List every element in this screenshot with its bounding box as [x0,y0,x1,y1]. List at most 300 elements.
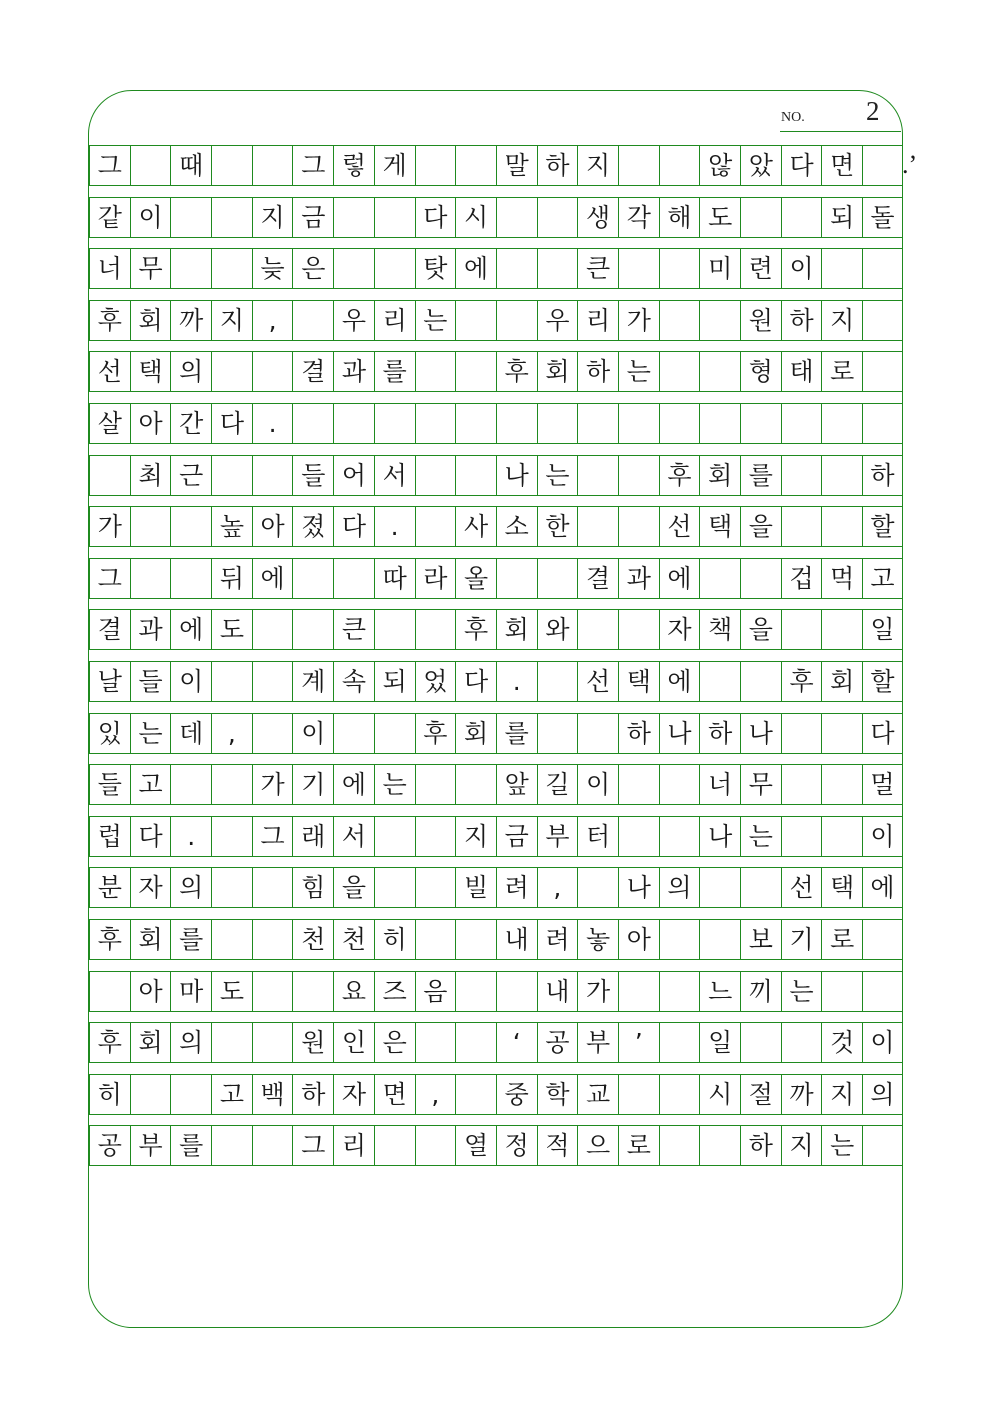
grid-cell [415,146,456,185]
grid-cell: 면 [374,1075,415,1114]
grid-cell [618,507,659,546]
grid-cell [211,456,252,495]
grid-row [89,919,903,960]
grid-cell [496,301,537,340]
grid-cell: 따 [374,559,415,598]
margin-punctuation: .’ [902,150,918,179]
grid-cell: 선 [577,662,618,701]
grid-cell: 올 [455,559,496,598]
grid-cell: 금 [496,817,537,856]
grid-cell: 에 [252,559,293,598]
grid-cell: 는 [374,765,415,804]
grid-cell: 끼 [740,972,781,1011]
grid-cell [862,404,903,443]
page-number-underline [780,131,901,132]
grid-cell [618,456,659,495]
grid-cell: 형 [740,352,781,391]
grid-cell: 높 [211,507,252,546]
grid-cell: 힘 [292,868,333,907]
grid-cell [496,972,537,1011]
grid-cell: 하 [618,714,659,753]
grid-cell: 과 [333,352,374,391]
grid-cell [455,920,496,959]
grid-cell: 천 [292,920,333,959]
page-number: 2 [866,96,880,126]
grid-cell: 를 [170,920,211,959]
grid-cell: 에 [455,249,496,288]
grid-cell: 에 [170,610,211,649]
grid-cell: 아 [130,972,171,1011]
grid-cell [496,559,537,598]
grid-cell [252,920,293,959]
grid-cell [374,1126,415,1165]
grid-cell: 들 [89,765,130,804]
grid-cell: 에 [333,765,374,804]
grid-cell: 회 [699,456,740,495]
grid-cell: 기 [781,920,822,959]
grid-row [89,403,903,444]
grid-cell: 회 [821,662,862,701]
grid-cell [781,817,822,856]
grid-cell [415,1126,456,1165]
grid-cell: 들 [130,662,171,701]
grid-cell [374,714,415,753]
grid-cell [537,559,578,598]
grid-cell [659,146,700,185]
grid-cell [292,404,333,443]
grid-cell [170,507,211,546]
grid-cell: 우 [537,301,578,340]
grid-row [89,764,903,805]
grid-cell [659,352,700,391]
grid-cell: 나 [496,456,537,495]
grid-cell: 큰 [577,249,618,288]
grid-cell [455,146,496,185]
grid-cell [821,610,862,649]
grid-cell [659,249,700,288]
grid-cell [740,404,781,443]
grid-cell [130,507,171,546]
grid-cell [577,456,618,495]
grid-cell: 기 [292,765,333,804]
grid-cell: 뒤 [211,559,252,598]
grid-cell: 를 [170,1126,211,1165]
grid-cell: 마 [170,972,211,1011]
grid-cell: 게 [374,146,415,185]
grid-cell: 로 [618,1126,659,1165]
grid-cell: 선 [89,352,130,391]
grid-cell: 후 [659,456,700,495]
grid-cell: 려 [537,920,578,959]
grid-cell: 가 [577,972,618,1011]
grid-cell: 정 [496,1126,537,1165]
grid-cell: 내 [537,972,578,1011]
grid-cell [211,146,252,185]
grid-cell: 지 [455,817,496,856]
grid-cell: 이 [862,817,903,856]
grid-cell: 를 [374,352,415,391]
grid-cell: 적 [537,1126,578,1165]
grid-cell [333,714,374,753]
grid-cell [415,765,456,804]
grid-cell: 는 [415,301,456,340]
grid-cell [699,662,740,701]
grid-cell [170,1075,211,1114]
grid-cell [699,559,740,598]
grid-cell: 를 [496,714,537,753]
grid-cell: 의 [170,352,211,391]
grid-cell: 고 [862,559,903,598]
grid-cell [252,1023,293,1062]
grid-cell [415,352,456,391]
grid-cell: 놓 [577,920,618,959]
grid-cell: 하 [781,301,822,340]
grid-cell: 요 [333,972,374,1011]
grid-cell [415,868,456,907]
grid-cell: 원 [740,301,781,340]
grid-cell: 학 [537,1075,578,1114]
grid-cell [577,507,618,546]
grid-cell [455,404,496,443]
grid-cell: 앞 [496,765,537,804]
grid-cell: 아 [252,507,293,546]
grid-cell [862,972,903,1011]
grid-cell: 다 [862,714,903,753]
grid-row [89,248,903,289]
grid-cell: 말 [496,146,537,185]
grid-cell: , [415,1075,456,1114]
grid-cell: ’ [618,1023,659,1062]
grid-cell: 럽 [89,817,130,856]
grid-cell [537,198,578,237]
grid-cell: 은 [374,1023,415,1062]
grid-cell: 돌 [862,198,903,237]
grid-cell: , [537,868,578,907]
grid-cell [252,714,293,753]
grid-cell [537,404,578,443]
grid-cell: 터 [577,817,618,856]
grid-cell [618,817,659,856]
grid-cell: 공 [537,1023,578,1062]
grid-cell: 일 [699,1023,740,1062]
grid-cell [211,868,252,907]
grid-cell [862,146,903,185]
grid-cell [292,301,333,340]
grid-cell: 도 [211,972,252,1011]
grid-cell [537,714,578,753]
grid-cell: 는 [130,714,171,753]
grid-cell: 택 [618,662,659,701]
grid-row [89,506,903,547]
grid-cell: 자 [659,610,700,649]
grid-cell: 후 [781,662,822,701]
grid-row [89,351,903,392]
grid-cell: 려 [496,868,537,907]
grid-row [89,1074,903,1115]
grid-cell: 절 [740,1075,781,1114]
grid-cell: 소 [496,507,537,546]
grid-cell: 이 [292,714,333,753]
grid-cell: 택 [699,507,740,546]
grid-cell: ‘ [496,1023,537,1062]
grid-cell: 의 [170,868,211,907]
grid-cell: 이 [862,1023,903,1062]
grid-cell: 는 [781,972,822,1011]
grid-cell: 고 [130,765,171,804]
grid-cell [821,765,862,804]
grid-cell: 근 [170,456,211,495]
grid-cell [862,301,903,340]
grid-cell: 날 [89,662,130,701]
grid-cell: 히 [89,1075,130,1114]
grid-cell: 이 [577,765,618,804]
grid-cell: 회 [130,301,171,340]
grid-row [89,816,903,857]
grid-cell: 히 [374,920,415,959]
grid-cell: 부 [577,1023,618,1062]
grid-cell [252,352,293,391]
grid-cell [821,249,862,288]
grid-cell: 후 [496,352,537,391]
grid-cell [455,456,496,495]
grid-cell: 는 [537,456,578,495]
grid-cell: 과 [618,559,659,598]
grid-cell: 속 [333,662,374,701]
grid-cell [89,456,130,495]
grid-row [89,1125,903,1166]
grid-cell [170,559,211,598]
grid-cell: 책 [699,610,740,649]
grid-row [89,558,903,599]
grid-cell: 되 [821,198,862,237]
grid-cell [618,404,659,443]
grid-cell [252,146,293,185]
grid-cell: 음 [415,972,456,1011]
grid-cell: 었 [415,662,456,701]
grid-cell [821,972,862,1011]
grid-cell [252,662,293,701]
grid-cell [211,662,252,701]
grid-cell: 결 [89,610,130,649]
grid-cell [292,559,333,598]
grid-cell: 가 [89,507,130,546]
grid-cell: 에 [659,662,700,701]
grid-cell [333,404,374,443]
grid-cell: 선 [781,868,822,907]
grid-cell: , [211,714,252,753]
grid-cell [415,610,456,649]
grid-cell [455,1075,496,1114]
grid-cell [252,456,293,495]
grid-cell: 그 [252,817,293,856]
grid-cell [374,868,415,907]
grid-cell [415,1023,456,1062]
grid-cell: 련 [740,249,781,288]
grid-cell: 도 [699,198,740,237]
grid-cell [130,1075,171,1114]
grid-cell [699,352,740,391]
grid-cell [455,765,496,804]
grid-row [89,300,903,341]
grid-cell: 들 [292,456,333,495]
grid-cell: 회 [537,352,578,391]
grid-cell: 먹 [821,559,862,598]
grid-cell [659,301,700,340]
grid-cell [659,1075,700,1114]
grid-cell: 내 [496,920,537,959]
grid-cell: . [374,507,415,546]
grid-cell [618,765,659,804]
grid-cell [781,198,822,237]
grid-cell: 태 [781,352,822,391]
grid-cell: 않 [699,146,740,185]
grid-row [89,971,903,1012]
grid-cell: 는 [740,817,781,856]
grid-cell: 택 [821,868,862,907]
grid-cell: 겁 [781,559,822,598]
grid-cell [821,714,862,753]
grid-cell: 그 [292,1126,333,1165]
grid-cell: 을 [740,507,781,546]
grid-cell [862,920,903,959]
grid-cell: 분 [89,868,130,907]
grid-cell: . [252,404,293,443]
grid-cell: 할 [862,662,903,701]
grid-cell: 어 [333,456,374,495]
grid-cell [781,1023,822,1062]
grid-cell: 부 [130,1126,171,1165]
grid-cell: 느 [699,972,740,1011]
grid-cell: 다 [333,507,374,546]
grid-cell [659,817,700,856]
grid-cell: 열 [455,1126,496,1165]
grid-cell [740,198,781,237]
grid-cell [740,868,781,907]
grid-cell [292,972,333,1011]
grid-cell: 때 [170,146,211,185]
grid-cell [89,972,130,1011]
grid-cell: 늦 [252,249,293,288]
grid-cell: 라 [415,559,456,598]
grid-cell [130,559,171,598]
grid-cell [781,610,822,649]
grid-cell [740,559,781,598]
grid-cell: 지 [211,301,252,340]
grid-cell [415,507,456,546]
grid-cell: 일 [862,610,903,649]
grid-cell [618,249,659,288]
grid-cell: 까 [781,1075,822,1114]
grid-cell: 회 [496,610,537,649]
grid-cell: 회 [130,1023,171,1062]
grid-cell: 미 [699,249,740,288]
grid-cell [740,662,781,701]
grid-cell: 후 [89,1023,130,1062]
grid-cell: . [170,817,211,856]
grid-cell: 의 [170,1023,211,1062]
grid-cell: 아 [130,404,171,443]
grid-cell [781,507,822,546]
grid-cell [130,146,171,185]
grid-cell: 금 [292,198,333,237]
grid-cell: 부 [537,817,578,856]
grid-cell: 후 [455,610,496,649]
grid-cell: 다 [415,198,456,237]
grid-cell: 탓 [415,249,456,288]
grid-cell [781,456,822,495]
grid-cell: 교 [577,1075,618,1114]
grid-cell: 중 [496,1075,537,1114]
grid-cell: 도 [211,610,252,649]
grid-cell [252,610,293,649]
grid-cell [415,920,456,959]
grid-cell [821,507,862,546]
grid-cell [496,198,537,237]
grid-row [89,609,903,650]
grid-cell [455,1023,496,1062]
grid-cell: 는 [618,352,659,391]
grid-cell: 나 [740,714,781,753]
grid-cell: 리 [374,301,415,340]
grid-cell: 선 [659,507,700,546]
grid-cell [333,198,374,237]
grid-cell: 길 [537,765,578,804]
grid-cell: 회 [455,714,496,753]
grid-cell: 래 [292,817,333,856]
grid-cell: 다 [455,662,496,701]
grid-cell: 인 [333,1023,374,1062]
grid-cell [659,404,700,443]
grid-cell [292,610,333,649]
grid-row [89,661,903,702]
grid-cell [862,352,903,391]
grid-cell [781,765,822,804]
grid-cell: 다 [781,146,822,185]
grid-cell [699,868,740,907]
grid-cell [415,456,456,495]
grid-cell [659,972,700,1011]
grid-cell [374,198,415,237]
grid-cell [862,249,903,288]
grid-cell: 그 [292,146,333,185]
grid-row [89,1022,903,1063]
grid-cell: 하 [740,1126,781,1165]
grid-cell [374,249,415,288]
grid-cell [496,249,537,288]
grid-cell: 회 [130,920,171,959]
grid-cell [577,404,618,443]
grid-cell: 이 [781,249,822,288]
grid-cell: 최 [130,456,171,495]
grid-cell [659,1126,700,1165]
grid-cell: 지 [821,1075,862,1114]
grid-cell [618,146,659,185]
grid-cell: 살 [89,404,130,443]
grid-cell [455,352,496,391]
grid-cell: 하 [862,456,903,495]
grid-cell [415,404,456,443]
grid-cell: . [496,662,537,701]
grid-cell: 에 [659,559,700,598]
grid-cell: 후 [89,920,130,959]
grid-cell [699,301,740,340]
grid-cell: 계 [292,662,333,701]
grid-cell [618,610,659,649]
grid-cell: 지 [577,146,618,185]
grid-cell: 나 [699,817,740,856]
grid-cell: 것 [821,1023,862,1062]
grid-cell [699,404,740,443]
